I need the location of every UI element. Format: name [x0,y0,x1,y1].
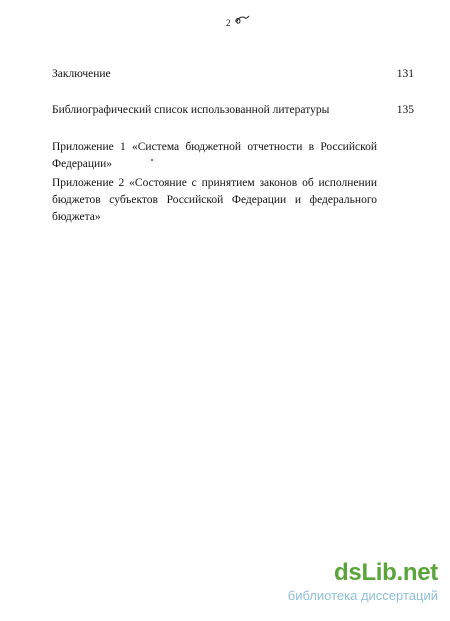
toc-entry-conclusion [52,66,414,82]
toc-entry-bibliography [52,102,414,118]
page-number: 2 [226,18,231,28]
appendix-line: бюджетов субъектов Российской Федерации и федерального [52,194,377,206]
watermark-logo: dsLib.net [334,559,438,586]
appendix-line: Федерации» [52,158,113,170]
toc-entry-title: Библиографический список использованной литературы [52,104,330,116]
watermark [268,560,438,606]
appendix-1 [52,139,377,173]
handwritten-mark [234,14,250,26]
scan-speck [151,159,153,161]
toc-entry-page: 131 [396,68,414,80]
appendix-line: Приложение 2 «Состояние с принятием законов об исполнении [52,177,377,189]
toc-entry-title: Заключение [52,68,111,80]
watermark-subtitle: библиотека диссертаций [287,588,438,603]
toc-entry-page: 135 [396,104,414,116]
appendix-2 [52,175,377,226]
appendix-line: бюджета» [52,211,101,223]
appendix-line: Приложение 1 «Система бюджетной отчетности в Российской [52,141,377,153]
